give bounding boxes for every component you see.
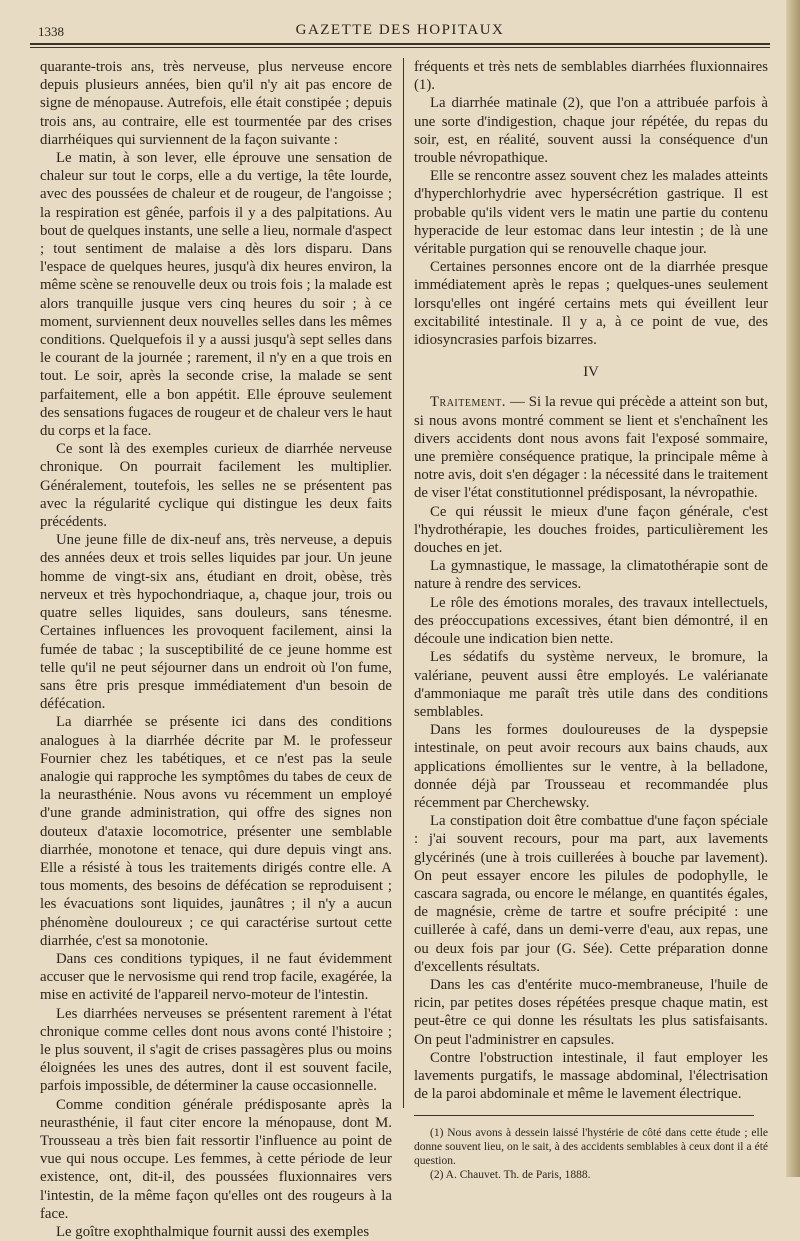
paragraph: Le rôle des émotions morales, des travaux intellectuels, des préoccupations excessives, étant bien démontré, il en découle une indication bien nette. — [414, 594, 768, 648]
page-number: 1338 — [38, 24, 64, 39]
paragraph: fréquents et très nets de semblables diarrhées fluxionnaires (1). — [414, 59, 768, 94]
paragraph: Ce qui réussit le mieux d'une façon générale, c'est l'hydrothérapie, les douches froides, particulièrement les douches en jet. — [414, 503, 768, 557]
paragraph: Dans les cas d'entérite muco-membraneuse, l'huile de ricin, par petites doses répétées presque chaque matin, est peut-être ce qui donne les résultats les plus satisfaisants. On peut l'administrer en capsules. — [414, 976, 768, 1048]
paragraph: La diarrhée se présente ici dans des conditions analogues à la diarrhée décrite par M. le professeur Fournier chez les tabétiques, et ce n'est pas la seule analogie qui rapproche les symptômes du tabes de ceux de la neurasthénie. Nous avons vu récemment un employé d'une grande administration, qui offre des signes non douteux d'ataxie locomotrice, présenter une semblable diarrhée, monotone et tenace, qui dure depuis vingt ans. Elle a résisté à tous les traitements dirigés contre elle. A tous moments, des besoins de défécation se reproduisent ; les évacuations sont liquides, jaunâtres ; il n'y a aucun phénomène douloureux ; ce qui caractérise surtout cette diarrhée, c'est sa monotonie. — [40, 714, 392, 949]
paragraph: Le goître exophthalmique fournit aussi des exemples — [56, 1224, 370, 1240]
paragraph: Le matin, à son lever, elle éprouve une sensation de chaleur sur tout le corps, elle a du vertige, la tête lourde, avec des poussées de chaleur et de rougeur, de l'angoisse ; la respiration est gênée, parfois il y a des palpitations. Au bout de quelques instants, une selle a lieu, normale d'aspect ; tout sentiment de malaise a dès lors disparu. Dans l'espace de quelques heures, jusqu'à dix heures environ, la même scène se renouvelle deux ou trois fois ; la malade est alors tranquille jusque vers cinq heures du soir ; à ce moment, surviennent deux nouvelles selles dans les mêmes conditions. Quelquefois il y a aussi jusqu'à sept selles dans le courant de la journée ; rarement, il n'y en a que trois en tout. Le soir, après la seconde crise, la malade se sent parfaitement, elle a bon appétit. Elle éprouve seulement des sensations fugaces de rougeur et de chaleur vers le haut du corps et la face. — [40, 150, 392, 440]
section-first-paragraph-text: — Si la revue qui précède a atteint son but, si nous avons montré comment se lient et s'enchaînent les divers accidents dont nous avons fait l'exposé sommaire, une première conséquence pratique, la principale même à notre avis, doit s'en dégager : la nécessité dans le traitement de viser l'état constitutionnel prédisposant, la névropathie. — [414, 394, 768, 502]
page-header — [30, 20, 770, 40]
section-lead: Traitement. — [430, 394, 507, 411]
right-column — [414, 58, 768, 1182]
paragraph: La gymnastique, le massage, la climatothérapie sont de nature à rendre des services. — [414, 558, 768, 593]
column-divider — [403, 58, 404, 1108]
paragraph: Une jeune fille de dix-neuf ans, très nerveuse, a depuis des années deux et trois selles liquides par jour. Un jeune homme de vingt-six ans, étudiant en droit, obèse, très nerveux et très hypochondriaque, a, chaque jour, trois ou quatre selles liquides, sans douleurs, sans ténesme. Certaines influences les provoquent facilement, ainsi la fumée de tabac ; la susceptibilité de ce jeune homme est telle qu'il ne peut séjourner dans un endroit où l'on fume, sans être pris presque immédiatement d'un besoin de défécation. — [40, 532, 392, 713]
paragraph: Certaines personnes encore ont de la diarrhée presque immédiatement après le repas ; quelques-unes seulement lorsqu'elles ont ingéré certains mets qui éveillent leur excitabilité intestinale. Il y a, à ce point de vue, des idiosyncrasies parfois bizarres. — [414, 259, 768, 349]
paragraph: Les diarrhées nerveuses se présentent rarement à l'état chronique comme celles dont nous avons conté l'histoire ; le plus souvent, il s'agit de crises passagères plus ou moins éloignées les unes des autres, dont il est souvent facile, parfois impossible, de déterminer la cause occasionnelle. — [40, 1005, 392, 1095]
paragraph: Ce sont là des exemples curieux de diarrhée nerveuse chronique. On pourrait facilement les multiplier. Généralement, toutefois, les selles ne se présentent pas avec la régularité cyclique qui distingue les deux faits précédents. — [40, 441, 392, 531]
section-number: IV — [583, 364, 599, 381]
footnote: (2) A. Chauvet. Th. de Paris, 1888. — [430, 1169, 591, 1182]
section-first-paragraph — [414, 393, 768, 502]
paragraph: La diarrhée matinale (2), que l'on a attribuée parfois à une sorte d'indigestion, chaque jour répétée, du repas du soir, est, en réalité, souvent aussi la conséquence d'un trouble névropathique. — [414, 95, 768, 167]
journal-title: GAZETTE DES HOPITAUX — [295, 22, 505, 38]
paragraph: Contre l'obstruction intestinale, il faut employer les lavements purgatifs, le massage abdominal, l'électrisation de la paroi abdominale et même le lavement électrique. — [414, 1049, 768, 1103]
paragraph: quarante-trois ans, très nerveuse, plus nerveuse encore depuis plusieurs années, bien qu'il n'y ait pas encore de signe de ménopause. Autrefois, elle était constipée ; depuis trois ans, au contraire, elle est tourmentée par des crises diarrhéiques qui surviennent de la façon suivante : — [40, 59, 392, 148]
header-rule-thin — [30, 47, 770, 48]
paragraph: Dans les formes douloureuses de la dyspepsie intestinale, on peut avoir recours aux bains chauds, aux applications émollientes sur le ventre, à la belladone, donnée déjà par Trousseau et recommandée plus récemment par Cherchewsky. — [414, 722, 768, 811]
paragraph: Dans ces conditions typiques, il ne faut évidemment accuser que le nervosisme qui rend trop facile, exagérée, la mise en activité de l'appareil nervo-moteur de l'intestin. — [40, 950, 392, 1004]
header-rule-thick — [30, 43, 770, 45]
footnote-rule — [414, 1115, 754, 1116]
paragraph: La constipation doit être combattue d'une façon spéciale : j'ai souvent recours, pour ma part, aux lavements glycérinés (une à trois cuillerées à bouche par lavement). On peut essayer encore les pilules de podophylle, le cascara sagrada, ou encore le mélange, en quantités égales, de magnésie, crème de tartre et soufre précipité : une cuillerée à café, dans un demi-verre d'eau, aux repas, une ou deux fois par jour (G. Sée). Cette préparation donne d'excellents résultats. — [414, 813, 768, 975]
paragraph: Elle se rencontre assez souvent chez les malades atteints d'hyperchlorhydrie avec hypersécrétion gastrique. Il est probable qu'ils vident vers le matin une partie du contenu hyperacide de leur estomac dans leur intestin ; de là une véritable purgation qui se renouvelle chaque jour. — [414, 168, 768, 258]
paragraph: Les sédatifs du système nerveux, le bromure, la valériane, peuvent aussi être employés. Le valérianate d'ammoniaque me paraît très utile dans des conditions semblables. — [414, 649, 768, 720]
paragraph: Comme condition générale prédisposante après la neurasthénie, il faut citer encore la ménopause, dont M. Trousseau a très bien fait ressortir l'influence au point de vue qui nous occupe. Les femmes, à cette période de leur existence, ont, dit-il, des poussées fluxionnaires vers l'intestin, de la même façon qu'elles ont des rougeurs à la face. — [40, 1096, 392, 1222]
left-column — [40, 58, 392, 1241]
footnote: (1) Nous avons à dessein laissé l'hystérie de côté dans cette étude ; elle donne souvent lieu, on le sait, à des accidents semblables à ceux dont il a été question. — [414, 1127, 768, 1168]
book-spine-shadow — [786, 0, 800, 1177]
